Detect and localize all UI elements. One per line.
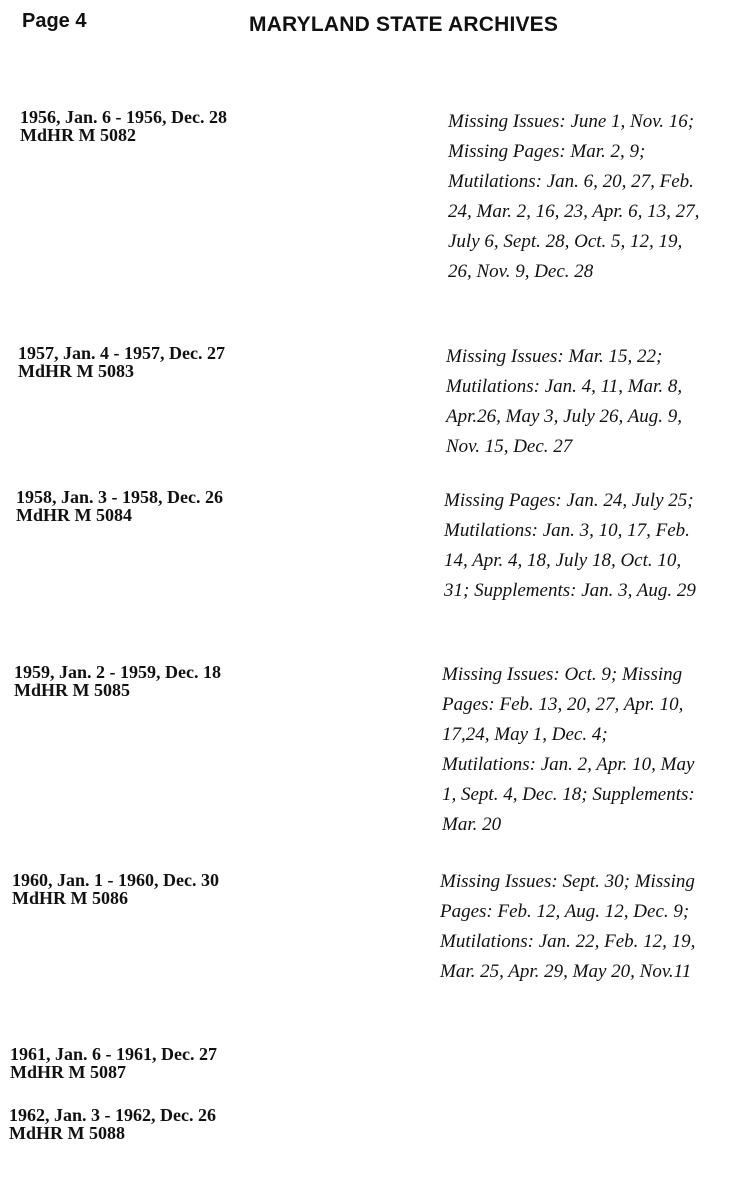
entry-date-range: 1959, Jan. 2 - 1959, Dec. 18 (14, 662, 221, 682)
entry-date-range: 1957, Jan. 4 - 1957, Dec. 27 (18, 343, 225, 363)
entry-notes: Missing Issues: June 1, Nov. 16; Missing Pages: Mar. 2, 9; Mutilations: Jan. 6, 20, 27, Feb. 24, Mar. 2, 16, 23, Apr. 6, 13, 27, July 6, Sept. 28, Oct. 5, 12, 19, 26, Nov. 9, Dec. 28 (448, 111, 700, 282)
entry-notes: Missing Issues: Mar. 15, 22; Mutilations: Jan. 4, 11, Mar. 8, Apr.26, May 3, July 26, Aug. 9, Nov. 15, Dec. 27 (446, 346, 683, 457)
catalog-entry-1959 (14, 663, 221, 699)
catalog-entry-1957 (18, 344, 225, 380)
entry-call-number: MdHR M 5087 (10, 1062, 126, 1082)
catalog-entry-1958 (16, 488, 223, 524)
entry-date-range: 1960, Jan. 1 - 1960, Dec. 30 (12, 870, 219, 890)
entry-date-range: 1958, Jan. 3 - 1958, Dec. 26 (16, 487, 223, 507)
entry-notes: Missing Issues: Oct. 9; Missing Pages: Feb. 13, 20, 27, Apr. 10, 17,24, May 1, Dec. 4; Mutilations: Jan. 2, Apr. 10, May 1, Sept. 4, Dec. 18; Supplements: Mar. 20 (442, 664, 695, 835)
catalog-entry-1956 (20, 108, 227, 144)
entry-call-number: MdHR M 5084 (16, 505, 132, 525)
entry-notes: Missing Issues: Sept. 30; Missing Pages: Feb. 12, Aug. 12, Dec. 9; Mutilations: Jan. 22, Feb. 12, 19, Mar. 25, Apr. 29, May 20, Nov.11 (440, 871, 696, 982)
entry-date-range: 1956, Jan. 6 - 1956, Dec. 28 (20, 107, 227, 127)
page-title: MARYLAND STATE ARCHIVES (249, 13, 559, 36)
page-number: Page 4 (22, 10, 87, 32)
catalog-entry-1960 (12, 871, 219, 907)
entry-call-number: MdHR M 5086 (12, 888, 128, 908)
entry-call-number: MdHR M 5085 (14, 680, 130, 700)
entry-date-range: 1961, Jan. 6 - 1961, Dec. 27 (10, 1044, 217, 1064)
entry-call-number: MdHR M 5083 (18, 361, 134, 381)
entry-call-number: MdHR M 5082 (20, 125, 136, 145)
catalog-entry-1962 (9, 1106, 216, 1142)
entry-notes: Missing Pages: Jan. 24, July 25; Mutilations: Jan. 3, 10, 17, Feb. 14, Apr. 4, 18, July 18, Oct. 10, 31; Supplements: Jan. 3, Aug. 29 (444, 490, 696, 601)
entry-date-range: 1962, Jan. 3 - 1962, Dec. 26 (9, 1105, 216, 1125)
catalog-entry-1961 (10, 1045, 217, 1081)
entry-call-number: MdHR M 5088 (9, 1123, 125, 1143)
